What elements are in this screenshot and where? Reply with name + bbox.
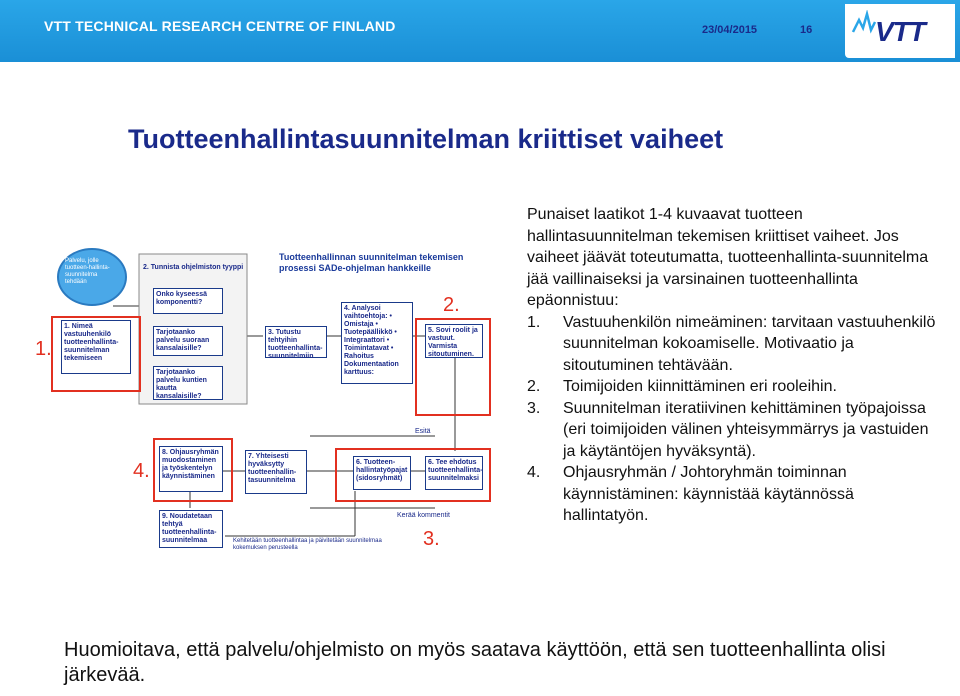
critical-box-2 <box>415 318 491 416</box>
marker-3: 3. <box>423 528 440 550</box>
logo-text: VTT <box>875 16 925 47</box>
org-name: VTT TECHNICAL RESEARCH CENTRE OF FINLAND <box>44 18 396 34</box>
question-2-box: Tarjotaanko palvelu suoraan kansalaisille? <box>153 326 223 356</box>
step-4-box: 4. Analysoi vaihtoehtoja: • Omistaja • Tuotepäällikkö • Integraattori • Toimintatavat • Rahoitus Dokumentaation karttuus: <box>341 302 413 384</box>
list-item: 4. Ohjausryhmän / Johtoryhmän toiminnan käynnistäminen: käynnistää käytännössä hallintatyön. <box>527 464 854 524</box>
step-1-box: 1. Nimeä vastuuhenkilö tuotteenhallinta-suunnitelman tekemiseen <box>61 320 131 374</box>
list-item: 1. Vastuuhenkilön nimeäminen: tarvitaan vastuuhenkilö suunnitelman kokoamiselle. Motivaatio ja sitoutuminen tehtävään. <box>527 313 936 374</box>
slide-date: 23/04/2015 <box>702 24 758 36</box>
keraa-label: Kerää kommentit <box>397 512 450 519</box>
kehitetaan-label: Kehitetään tuotteenhallintaa ja päivitetään suunnitelmaa kokemuksen perusteella <box>233 538 382 551</box>
vtt-logo <box>845 4 955 58</box>
list-item: 3. Suunnitelman iteratiivinen kehittäminen työpajoissa (eri toimijoiden välinen yhteisymmärrys ja vastuiden ja käytäntöjen hyväksyntä). <box>527 399 929 460</box>
marker-2: 2. <box>443 294 460 316</box>
critical-box-3 <box>335 448 491 502</box>
esita-label: Esitä <box>415 428 431 435</box>
critical-steps-list <box>527 312 937 527</box>
diagram-title: Tuotteenhallinnan suunnitelman tekemisen prosessi SADe-ohjelman hankkeille <box>279 252 464 273</box>
critical-box-4 <box>153 438 233 502</box>
cloud-text: Palvelu, jolle tuotteen-hallinta-suunnitelma tehdään <box>65 258 110 285</box>
page-number: 16 <box>800 24 813 36</box>
question-3-box: Tarjotaanko palvelu kuntien kautta kansalaisille? <box>153 366 223 400</box>
step-7-box: 7. Yhteisesti hyväksytty tuotteenhallin-tasuunnitelma <box>245 450 307 494</box>
body-text <box>527 204 937 527</box>
step-3-box: 3. Tutustu tehtyihin tuotteenhallinta-suunnitelmiin <box>265 326 327 358</box>
step-2-label: 2. Tunnista ohjelmiston tyyppi <box>143 264 244 271</box>
bottom-note: Huomioitava, että palvelu/ohjelmisto on myös saatava käyttöön, että sen tuotteenhallinta olisi järkevää. <box>64 639 886 686</box>
slide-title: Tuotteenhallintasuunnitelman kriittiset vaiheet <box>128 124 724 154</box>
critical-box-1 <box>51 316 141 392</box>
process-diagram <box>35 246 485 566</box>
header-bar <box>0 0 960 62</box>
step-6-workshop-box: 6. Tuotteen-hallintatyöpajat (sidosryhmät) <box>353 456 411 490</box>
marker-4: 4. <box>133 460 150 482</box>
list-item: 2. Toimijoiden kiinnittäminen eri rooleihin. <box>527 378 837 395</box>
intro-paragraph: Punaiset laatikot 1-4 kuvaavat tuotteen hallintasuunnitelman tekemisen kriittiset vaiheet. Jos vaiheet jäävät toteutumatta, tuotteenhallinta-suunnitelma jää vaillinaiseksi ja varsinainen tuotteenhallinta epäonnistuu: <box>527 206 929 309</box>
step-8-box: 8. Ohjausryhmän muodostaminen ja työskentelyn käynnistäminen <box>159 446 223 492</box>
question-1-box: Onko kyseessä komponentti? <box>153 288 223 314</box>
marker-1: 1. <box>35 338 52 360</box>
step-9-box: 9. Noudatetaan tehtyä tuotteenhallinta-suunnitelmaa <box>159 510 223 548</box>
step-6-proposal-box: 6. Tee ehdotus tuotteenhallinta-suunnitelmaksi <box>425 456 483 490</box>
step-5-box: 5. Sovi roolit ja vastuut. Varmista sitoutuminen. <box>425 324 483 358</box>
